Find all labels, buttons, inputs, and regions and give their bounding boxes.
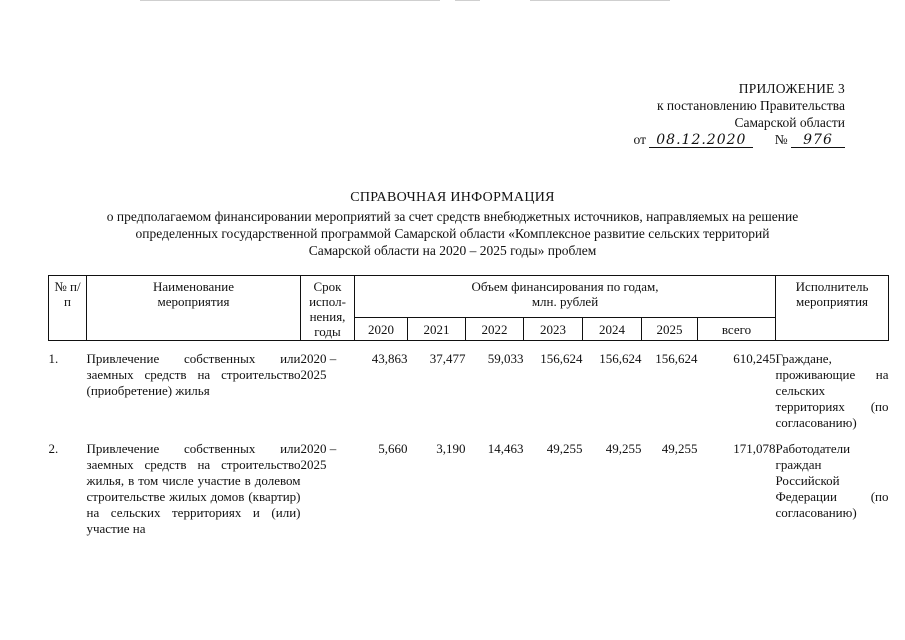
row-value: 5,660 [378,441,408,456]
row-executor: Граждане, проживающие на сельских территориях (по согласованию) [775,351,889,430]
table-row [49,351,889,431]
appendix-block [634,80,846,148]
subtitle-line-3: Самарской области на 2020 – 2025 годы» проблем [308,243,597,258]
header-num: № п/п [49,276,87,341]
row-total: 610,245 [733,351,776,366]
row-total: 171,078 [733,441,776,456]
row-value: 156,624 [655,351,698,366]
scan-edge-line [455,0,480,1]
header-term: Срок испол-нения, годы [301,276,355,341]
row-term: 2020 – 2025 [300,441,337,472]
funding-table [48,275,889,537]
row-executor: Работодатели граждан Российской Федерации (по согласованию) [775,441,889,520]
row-value: 156,624 [540,351,583,366]
subtitle-line-2: определенных государственной программой Самарской области «Комплексное развитие сельских территорий [135,226,770,241]
header-year: 2020 [355,318,408,341]
row-value: 37,477 [429,351,466,366]
row-value: 49,255 [661,441,698,456]
row-value: 3,190 [436,441,466,456]
row-value: 14,463 [487,441,524,456]
scan-edge-line [530,0,670,1]
handwritten-number: 976 [791,133,845,148]
header-funding-line-2: млн. рублей [531,294,599,309]
row-value: 156,624 [599,351,642,366]
table-row [49,441,889,537]
appendix-title: ПРИЛОЖЕНИЕ 3 [738,81,845,96]
row-name: Привлечение собственных или заемных средств на строительство (приобретение) жилья [86,351,301,398]
scan-edge-line [140,0,440,1]
header-funding [355,276,776,318]
appendix-line-2: Самарской области [734,115,845,130]
row-name: Привлечение собственных или заемных средств на строительство жилья, в том числе участие в долевом строительстве жилых домов (квартир) на сельских территориях и (или) участие на [86,441,301,536]
header-year: 2021 [408,318,466,341]
number-prefix: № [774,132,788,147]
row-value: 49,255 [605,441,642,456]
row-term: 2020 – 2025 [300,351,337,382]
appendix-line-1: к постановлению Правительства [656,98,845,113]
header-year: 2023 [524,318,583,341]
row-number: 1. [48,351,59,366]
header-name: Наименование мероприятия [87,276,301,341]
row-number: 2. [48,441,59,456]
row-value: 49,255 [546,441,583,456]
row-value: 43,863 [371,351,408,366]
header-total: всего [698,318,776,341]
subtitle-line-1: о предполагаемом финансировании мероприятий за счет средств внебюджетных источников, направляемых на решение [106,209,799,224]
handwritten-date: 08.12.2020 [649,133,753,148]
header-executor: Исполнитель мероприятия [776,276,889,341]
header-year: 2022 [466,318,524,341]
appendix-date-row [634,131,846,148]
row-value: 59,033 [487,351,524,366]
header-year: 2024 [583,318,642,341]
date-prefix: от [633,132,646,147]
header-funding-line-1: Объем финансирования по годам, [471,279,659,294]
document-subtitle [20,208,885,259]
document-title: СПРАВОЧНАЯ ИНФОРМАЦИЯ [350,190,555,205]
header-year: 2025 [642,318,698,341]
